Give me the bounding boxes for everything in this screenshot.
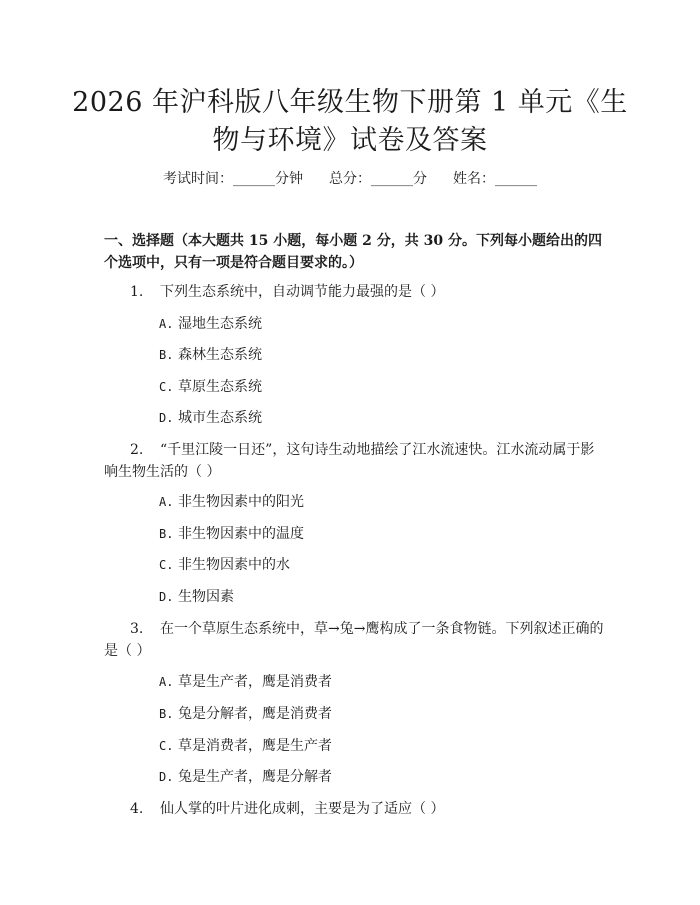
question-3 <box>104 618 604 662</box>
student-name-field: 姓名：______ <box>453 171 537 187</box>
question-1-option-c <box>159 377 262 397</box>
question-2-option-b <box>159 524 304 544</box>
question-3-option-c <box>159 736 332 756</box>
option-text: 生物因素 <box>178 589 234 605</box>
question-1-option-d <box>159 408 262 428</box>
question-text: 下列生态系统中，自动调节能力最强的是（ ） <box>160 284 445 300</box>
question-3-option-b <box>159 704 332 724</box>
question-3-option-a <box>159 672 332 692</box>
option-text: 兔是生产者，鹰是分解者 <box>178 769 332 785</box>
question-text: “千里江陵一日还”，这句诗生动地描绘了江水流速快。江水流动属于影响生物生活的（ ） <box>104 442 595 480</box>
question-1-option-a <box>159 314 262 334</box>
question-number: 4. <box>130 801 144 817</box>
question-number: 1. <box>130 284 144 300</box>
question-number: 2. <box>130 442 144 458</box>
section-heading-multiple-choice: 一、选择题（本大题共 15 小题，每小题 2 分，共 30 分。下列每小题给出的四个选项中，只有一项是符合题目要求的。） <box>104 233 602 271</box>
option-label: C. <box>159 380 174 394</box>
option-label: D. <box>159 770 174 784</box>
option-label: A. <box>159 675 174 689</box>
option-text: 非生物因素中的阳光 <box>178 494 304 510</box>
option-label: D. <box>159 411 174 425</box>
option-label: C. <box>159 558 174 572</box>
option-text: 草是生产者，鹰是消费者 <box>178 674 332 690</box>
option-text: 森林生态系统 <box>178 347 262 363</box>
option-text: 草是消费者，鹰是生产者 <box>178 738 332 754</box>
exam-meta-line <box>0 168 700 188</box>
question-2-option-c <box>159 555 290 575</box>
option-label: A. <box>159 317 174 331</box>
question-text: 仙人掌的叶片进化成刺，主要是为了适应（ ） <box>160 801 445 817</box>
question-2-option-d <box>159 587 234 607</box>
option-label: B. <box>159 348 174 362</box>
option-text: 非生物因素中的水 <box>178 557 290 573</box>
exam-title-line-1: 2026 年沪科版八年级生物下册第 1 单元《生 <box>72 87 628 118</box>
option-text: 兔是分解者，鹰是消费者 <box>178 706 332 722</box>
option-text: 湿地生态系统 <box>178 316 262 332</box>
option-label: A. <box>159 495 174 509</box>
exam-title <box>60 84 640 160</box>
option-text: 草原生态系统 <box>178 379 262 395</box>
question-2-option-a <box>159 492 304 512</box>
question-number: 3. <box>130 621 144 637</box>
exam-time-field: 考试时间：______分钟 <box>163 171 303 187</box>
option-label: C. <box>159 739 174 753</box>
option-text: 非生物因素中的温度 <box>178 526 304 542</box>
exam-title-line-2: 物与环境》试卷及答案 <box>212 125 488 156</box>
option-label: D. <box>159 590 174 604</box>
total-score-field: 总分：______分 <box>329 171 427 187</box>
question-4 <box>104 798 604 820</box>
option-label: B. <box>159 527 174 541</box>
question-1-option-b <box>159 345 262 365</box>
question-text: 在一个草原生态系统中，草→兔→鹰构成了一条食物链。下列叙述正确的是（ ） <box>104 621 604 659</box>
question-2 <box>104 439 604 483</box>
question-3-option-d <box>159 767 332 787</box>
question-1 <box>104 281 604 303</box>
option-label: B. <box>159 707 174 721</box>
option-text: 城市生态系统 <box>178 410 262 426</box>
